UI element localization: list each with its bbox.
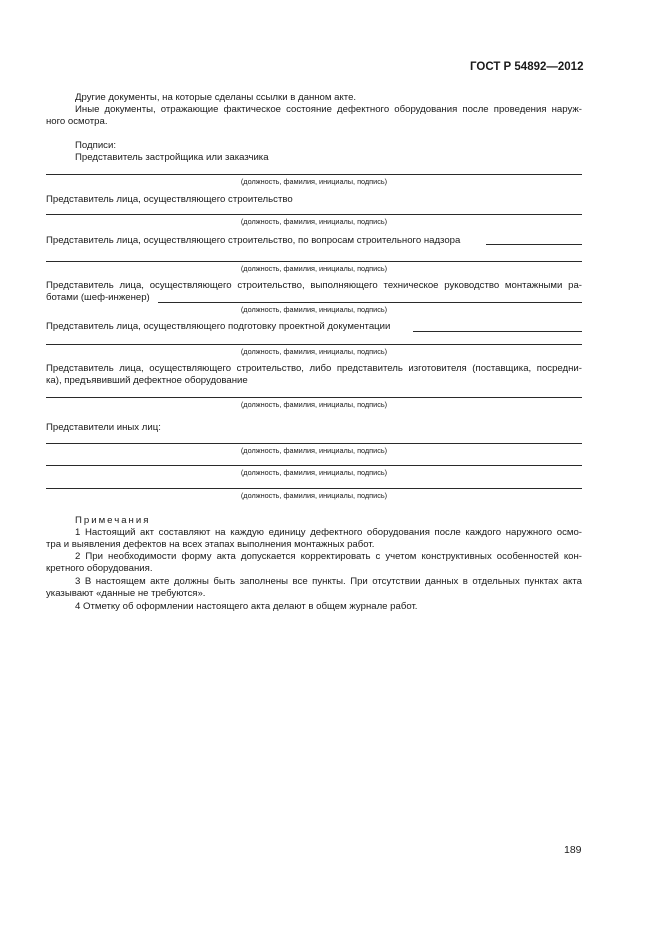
notes-title: Примечания (75, 515, 151, 526)
designer-representative-label: Представитель лица, осуществляющего подготовку проектной документации (46, 321, 391, 332)
supervision-representative-label: Представитель лица, осуществляющего строительство, по вопросам строительного надзора (46, 235, 461, 246)
installer-signature-line[interactable] (158, 302, 582, 303)
signatures-title: Подписи: (75, 140, 116, 151)
signature-caption: (должность, фамилия, инициалы, подпись) (240, 400, 388, 409)
designer-signature-line[interactable] (46, 344, 582, 345)
attachment-line-2: Иные документы, отражающие фактическое состояние дефектного оборудования после проведения наруж- (75, 104, 582, 115)
supervision-signature-line[interactable] (46, 261, 582, 262)
manufacturer-signature-line[interactable] (46, 397, 582, 398)
other-signature-line-3[interactable] (46, 488, 582, 489)
customer-signature-line[interactable] (46, 174, 582, 175)
other-signature-line-2[interactable] (46, 465, 582, 466)
other-signature-line-1[interactable] (46, 443, 582, 444)
document-code: ГОСТ Р 54892—2012 (470, 61, 584, 73)
attachment-line-1: Другие документы, на которые сделаны ссылки в данном акте. (75, 92, 357, 103)
signature-caption: (должность, фамилия, инициалы, подпись) (240, 491, 388, 500)
signature-caption: (должность, фамилия, инициалы, подпись) (240, 468, 388, 477)
signature-caption: (должность, фамилия, инициалы, подпись) (240, 217, 388, 226)
builder-signature-line[interactable] (46, 214, 582, 215)
signature-caption: (должность, фамилия, инициалы, подпись) (240, 305, 388, 314)
installer-representative-label-1: Представитель лица, осуществляющего строительство, выполняющего техническое руководство монтажными ра- (46, 280, 582, 291)
note-2-line-2: кретного оборудования. (46, 563, 153, 574)
designer-inline-line[interactable] (413, 331, 582, 332)
attachment-line-3: ного осмотра. (46, 116, 108, 127)
builder-representative-label: Представитель лица, осуществляющего строительство (46, 194, 293, 205)
signature-caption: (должность, фамилия, инициалы, подпись) (240, 446, 388, 455)
customer-representative-label: Представитель застройщика или заказчика (75, 152, 269, 163)
note-4: 4 Отметку об оформлении настоящего акта делают в общем журнале работ. (75, 601, 418, 612)
manufacturer-representative-label-1: Представитель лица, осуществляющего строительство, либо представитель изготовителя (поставщика, посредни- (46, 363, 582, 374)
installer-representative-label-2: ботами (шеф-инженер) (46, 292, 150, 303)
note-2-line-1: 2 При необходимости форму акта допускается корректировать с учетом конструктивных особенностей кон- (75, 551, 582, 562)
note-1-line-2: тра и выявления дефектов на всех этапах выполнения монтажных работ. (46, 539, 375, 550)
signature-caption: (должность, фамилия, инициалы, подпись) (240, 177, 388, 186)
supervision-inline-line[interactable] (486, 244, 582, 245)
page-number: 189 (564, 844, 582, 856)
note-3-line-1: 3 В настоящем акте должны быть заполнены все пункты. При отсутствии данных в отдельных пунктах акта (75, 576, 582, 587)
note-3-line-2: указывают «данные не требуются». (46, 588, 206, 599)
signature-caption: (должность, фамилия, инициалы, подпись) (240, 347, 388, 356)
other-representatives-label: Представители иных лиц: (46, 422, 161, 433)
manufacturer-representative-label-2: ка), предъявивший дефектное оборудование (46, 375, 248, 386)
signature-caption: (должность, фамилия, инициалы, подпись) (240, 264, 388, 273)
note-1-line-1: 1 Настоящий акт составляют на каждую единицу дефектного оборудования после каждого наружного осмо- (75, 527, 582, 538)
